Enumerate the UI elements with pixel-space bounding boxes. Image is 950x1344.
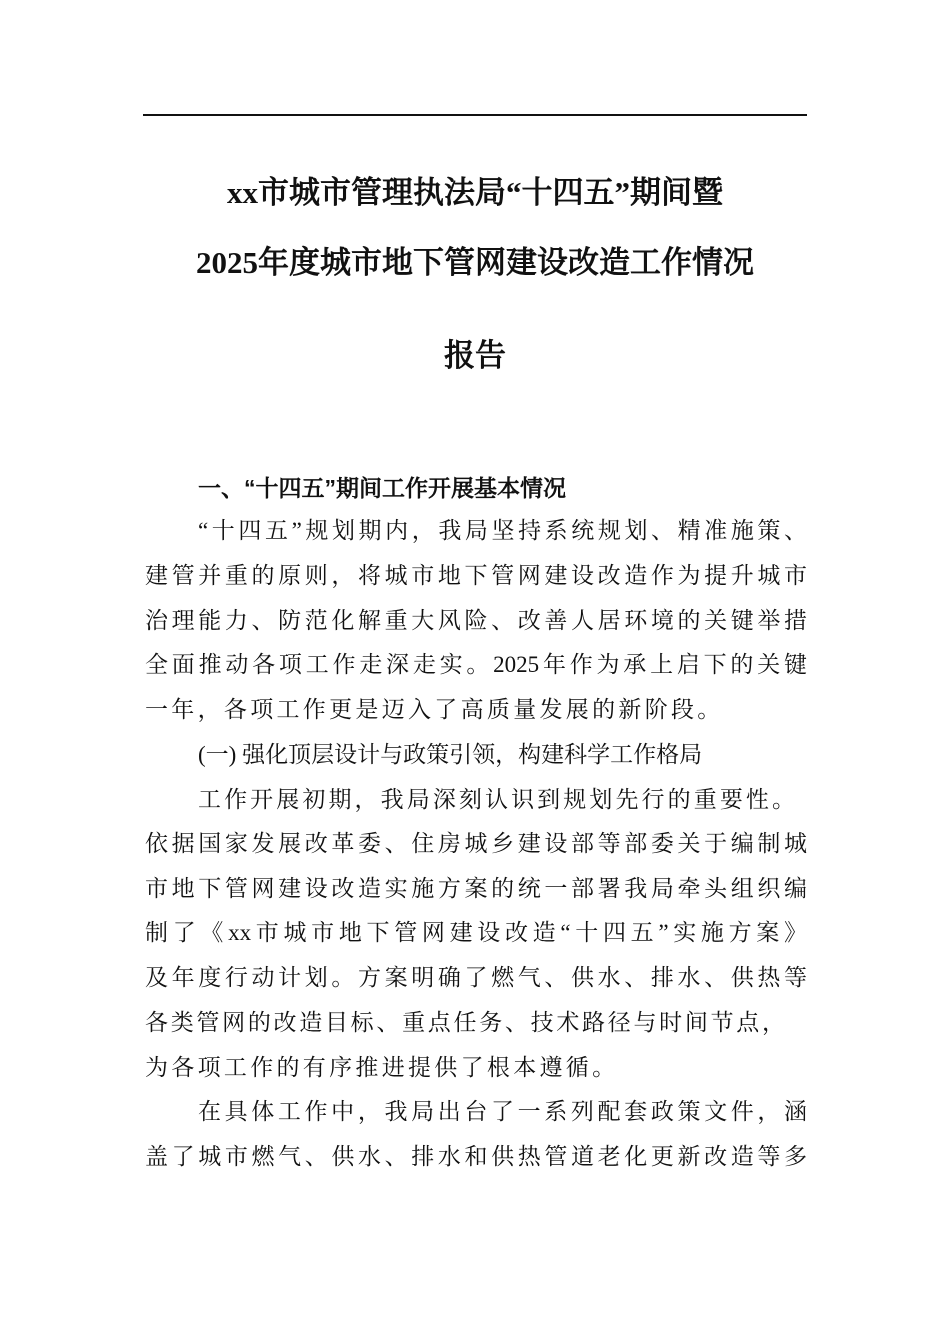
paragraph-line: 建管并重的原则，将城市地下管网建设改造作为提升城市 [145, 563, 807, 588]
paragraph-line: 全面推动各项工作走深走实。2025年作为承上启下的关键 [145, 652, 807, 677]
paragraph-line: 为各项工作的有序推进提供了根本遵循。 [145, 1055, 619, 1080]
paragraph-line: 在具体工作中，我局出台了一系列配套政策文件，涵 [198, 1099, 807, 1124]
paragraph-line: 工作开展初期，我局深刻认识到规划先行的重要性。 [198, 787, 795, 812]
paragraph-line: 治理能力、防范化解重大风险、改善人居环境的关键举措 [145, 608, 807, 633]
subsection-heading: (一) 强化顶层设计与政策引领，构建科学工作格局 [198, 742, 703, 767]
paragraph-line: 一年，各项工作更是迈入了高质量发展的新阶段。 [145, 697, 724, 722]
document-title-line-3: 报告 [444, 338, 506, 373]
header-rule [143, 114, 807, 116]
paragraph-line: 盖了城市燃气、供水、排水和供热管道老化更新改造等多 [145, 1144, 807, 1169]
paragraph-line: “十四五”规划期内，我局坚持系统规划、精准施策、 [198, 518, 807, 543]
document-title-line-2: 2025年度城市地下管网建设改造工作情况 [196, 245, 754, 280]
document-title-line-1: xx市城市管理执法局“十四五”期间暨 [227, 175, 723, 210]
paragraph-line: 依据国家发展改革委、住房城乡建设部等部委关于编制城 [145, 831, 807, 856]
paragraph-line: 制了《xx市城市地下管网建设改造“十四五”实施方案》 [145, 920, 807, 945]
paragraph-line: 及年度行动计划。方案明确了燃气、供水、排水、供热等 [145, 965, 807, 990]
paragraph-line: 市地下管网建设改造实施方案的统一部署我局牵头组织编 [145, 876, 807, 901]
paragraph-line: 各类管网的改造目标、重点任务、技术路径与时间节点， [145, 1010, 785, 1035]
section-heading: 一、“十四五”期间工作开展基本情况 [198, 475, 566, 501]
